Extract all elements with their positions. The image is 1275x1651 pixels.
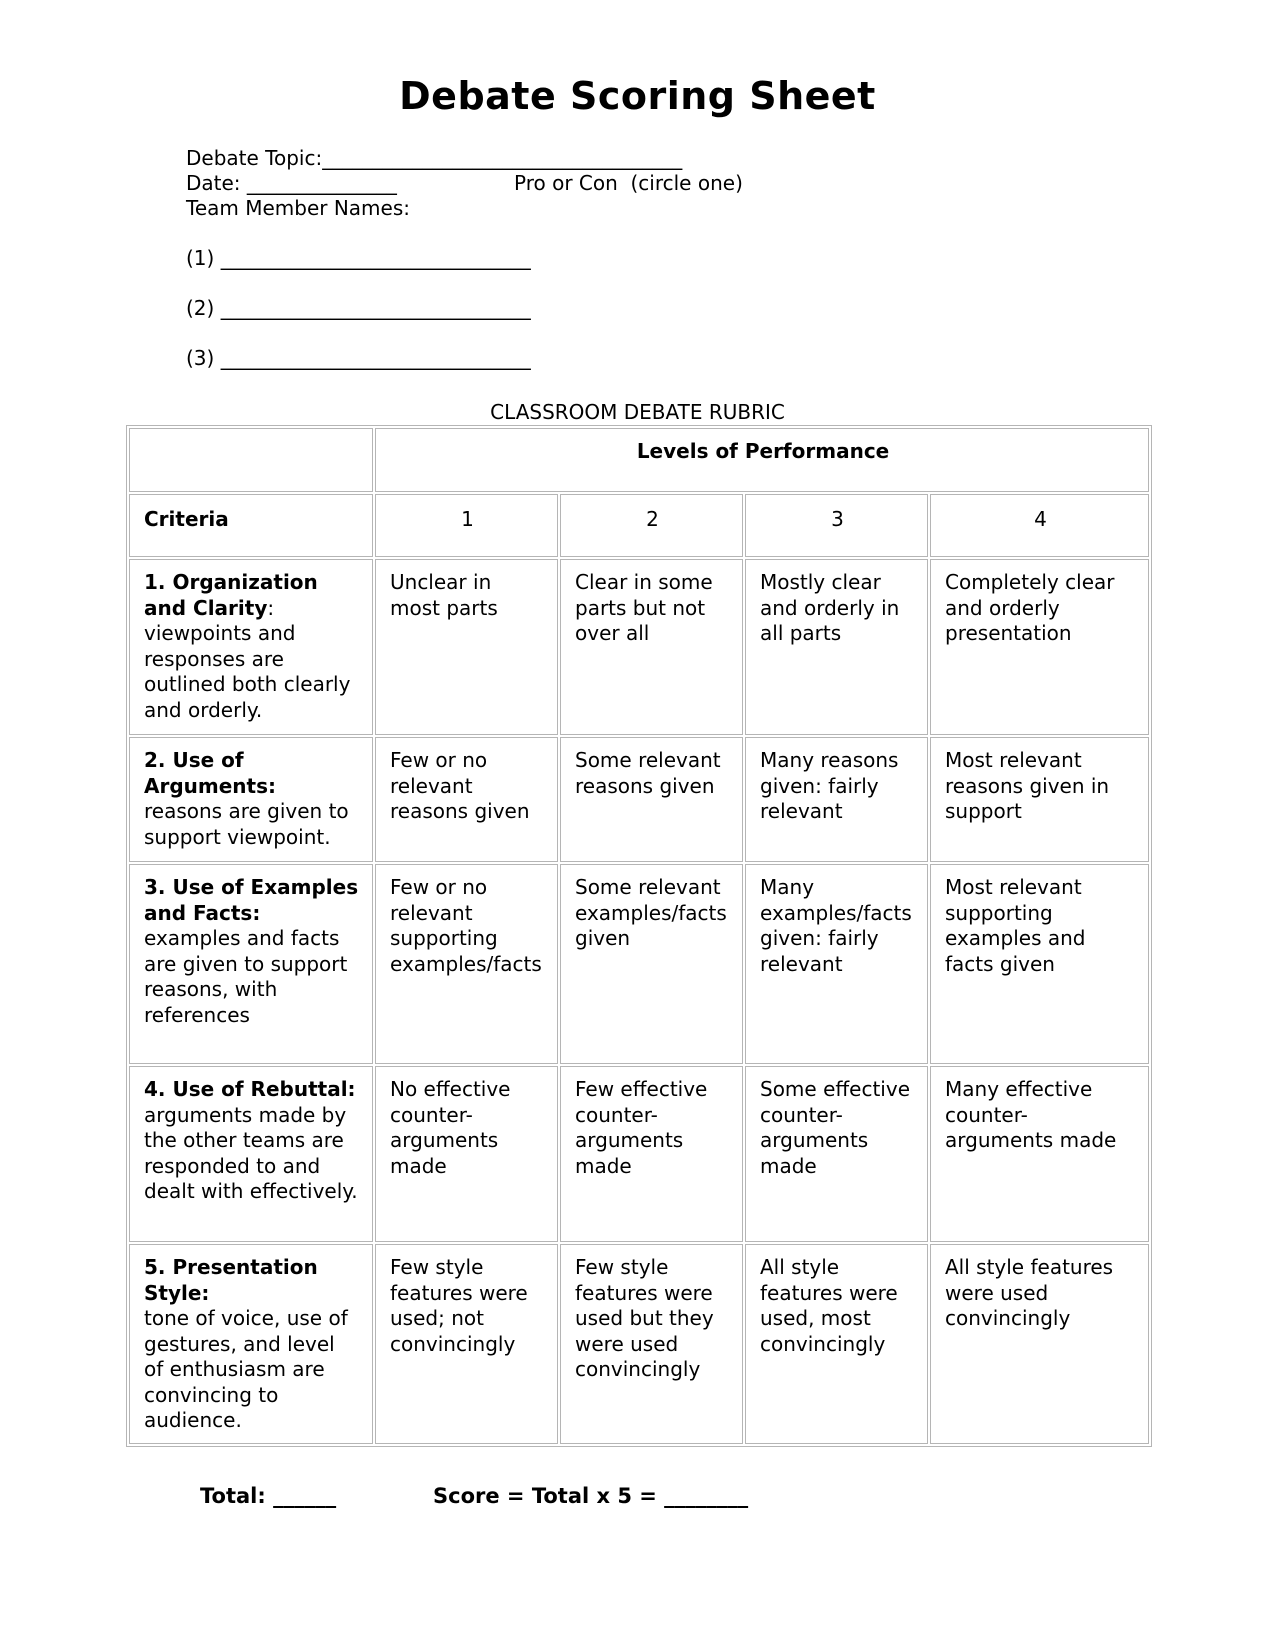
member-name-blank[interactable]: _______________________________ <box>220 296 531 320</box>
table-row <box>129 1066 1149 1242</box>
criterion-desc: viewpoints and responses are outlined both clearly and orderly. <box>144 621 351 722</box>
criterion-cell <box>129 1066 373 1242</box>
table-row <box>129 864 1149 1064</box>
criterion-title: 1. Organization and Clarity <box>144 570 318 620</box>
criterion-cell <box>129 737 373 862</box>
rubric-cell: Clear in some parts but not over all <box>560 559 743 735</box>
rubric-cell: Few style features were used but they were used convincingly <box>560 1244 743 1444</box>
date-label: Date: <box>186 171 241 195</box>
level-label: 4 <box>930 494 1149 557</box>
rubric-cell: Some relevant reasons given <box>560 737 743 862</box>
level-label: 1 <box>375 494 558 557</box>
rubric-cell: All style features were used, most convincingly <box>745 1244 928 1444</box>
criteria-header-row <box>129 494 1149 557</box>
criterion-desc: arguments made by the other teams are responded to and dealt with effectively. <box>144 1102 358 1203</box>
rubric-cell: Most relevant supporting examples and facts given <box>930 864 1149 1064</box>
rubric-cell: Some relevant examples/facts given <box>560 864 743 1064</box>
criterion-desc: tone of voice, use of gestures, and level of enthusiasm are convincing to audience. <box>144 1306 348 1432</box>
member-line-1 <box>186 246 531 270</box>
levels-header-row <box>129 428 1149 492</box>
rubric-cell: Many effective counter-arguments made <box>930 1066 1149 1242</box>
criterion-title: 4. Use of Rebuttal: <box>144 1077 356 1101</box>
rubric-cell: Completely clear and orderly presentation <box>930 559 1149 735</box>
criterion-desc: reasons are given to support viewpoint. <box>144 799 349 849</box>
rubric-cell: Some effective counter-arguments made <box>745 1066 928 1242</box>
criterion-desc: examples and facts are given to support reasons, with references <box>144 926 348 1027</box>
member-number: (2) <box>186 296 215 320</box>
level-label: 3 <box>745 494 928 557</box>
date-line <box>186 171 397 195</box>
topic-line <box>186 146 682 170</box>
table-row <box>129 737 1149 862</box>
member-number: (3) <box>186 346 215 370</box>
rubric-cell: Few style features were used; not convincingly <box>375 1244 558 1444</box>
page-title: Debate Scoring Sheet <box>399 74 876 118</box>
table-row <box>129 559 1149 735</box>
rubric-table <box>126 425 1152 1447</box>
criterion-cell <box>129 864 373 1064</box>
pro-con-choice[interactable]: Pro or Con (circle one) <box>514 171 743 195</box>
total-field[interactable]: Total: ______ <box>200 1484 337 1508</box>
team-members-label: Team Member Names: <box>186 196 411 220</box>
criterion-title: 2. Use of Arguments: <box>144 748 277 798</box>
topic-blank[interactable]: ____________________________________ <box>322 146 683 170</box>
rubric-cell: Many examples/facts given: fairly relevant <box>745 864 928 1064</box>
member-line-3 <box>186 346 531 370</box>
empty-header-cell <box>129 428 373 492</box>
levels-header: Levels of Performance <box>375 428 1149 492</box>
rubric-cell: Few effective counter-arguments made <box>560 1066 743 1242</box>
member-name-blank[interactable]: _______________________________ <box>220 346 531 370</box>
criterion-title: 5. Presentation Style: <box>144 1255 318 1305</box>
table-row <box>129 1244 1149 1444</box>
rubric-cell: Mostly clear and orderly in all parts <box>745 559 928 735</box>
date-blank[interactable]: _______________ <box>246 171 397 195</box>
level-label: 2 <box>560 494 743 557</box>
rubric-cell: Many reasons given: fairly relevant <box>745 737 928 862</box>
rubric-cell: Most relevant reasons given in support <box>930 737 1149 862</box>
criteria-header: Criteria <box>129 494 373 557</box>
rubric-cell: Unclear in most parts <box>375 559 558 735</box>
member-number: (1) <box>186 246 215 270</box>
topic-label: Debate Topic: <box>186 146 323 170</box>
rubric-heading: CLASSROOM DEBATE RUBRIC <box>490 400 785 424</box>
rubric-cell: Few or no relevant supporting examples/facts <box>375 864 558 1064</box>
score-field[interactable]: Score = Total x 5 = ________ <box>433 1484 749 1508</box>
member-name-blank[interactable]: _______________________________ <box>220 246 531 270</box>
member-line-2 <box>186 296 531 320</box>
criterion-cell <box>129 559 373 735</box>
rubric-cell: All style features were used convincingly <box>930 1244 1149 1444</box>
criterion-cell <box>129 1244 373 1444</box>
criterion-title-suffix: : <box>267 595 275 620</box>
rubric-cell: Few or no relevant reasons given <box>375 737 558 862</box>
rubric-cell: No effective counter-arguments made <box>375 1066 558 1242</box>
criterion-title: 3. Use of Examples and Facts: <box>144 875 359 925</box>
